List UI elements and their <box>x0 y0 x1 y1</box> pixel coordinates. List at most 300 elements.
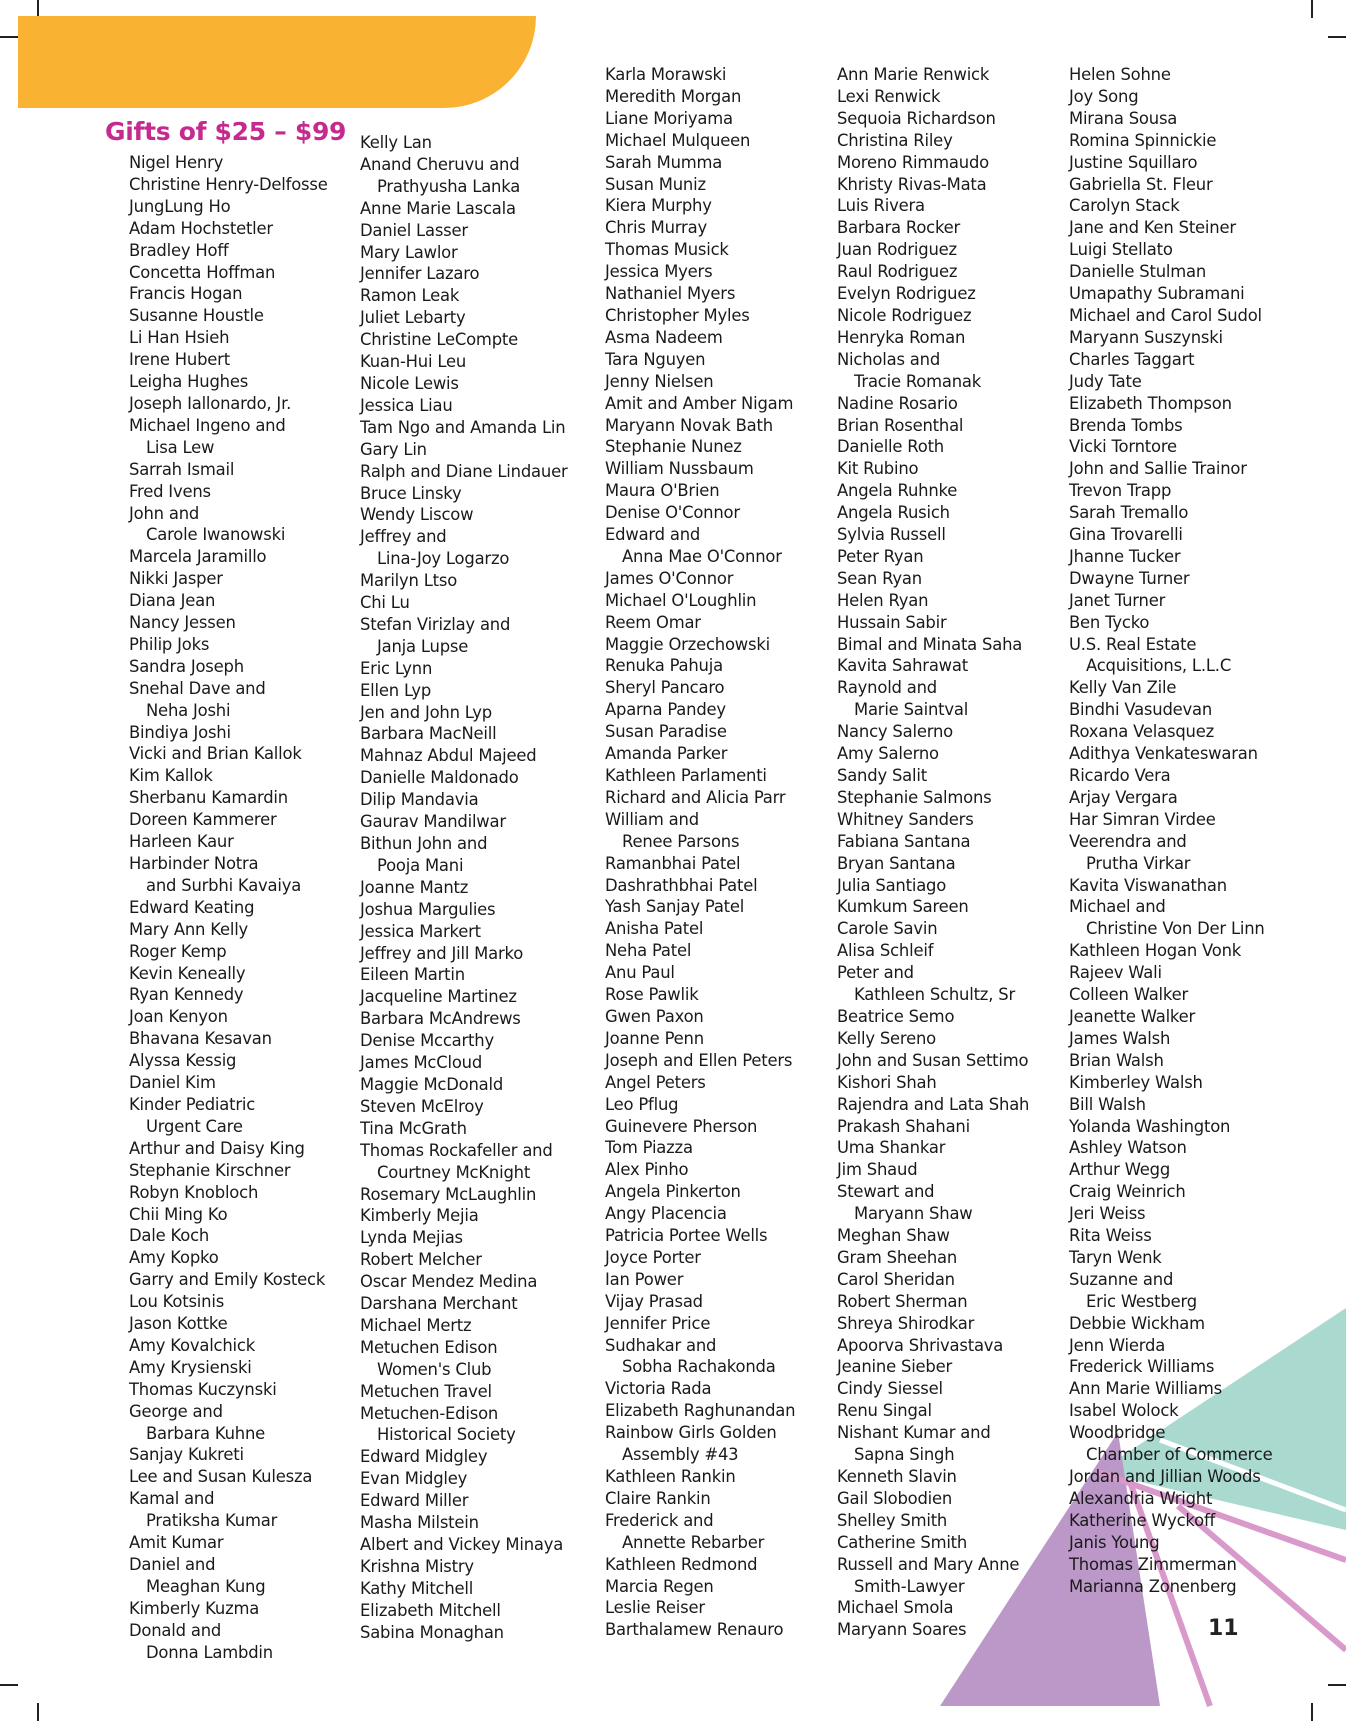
donor-name: Fred Ivens <box>129 481 211 501</box>
donor-name: Gaurav Mandilwar <box>360 812 506 832</box>
donor-name: Stephanie Salmons <box>837 787 992 807</box>
donor-name: Prakash Shahani <box>837 1116 970 1136</box>
donor-name: Doreen Kammerer <box>129 810 277 830</box>
donor-name: Ann Marie Renwick <box>837 65 990 84</box>
donor-name: Jennifer Lazaro <box>360 264 480 284</box>
donor-name-continuation: Meaghan Kung <box>146 1576 266 1596</box>
section-heading: Gifts of $25 – $99 <box>105 117 347 146</box>
donor-name: Sylvia Russell <box>837 525 946 545</box>
donor-name: Jeanine Sieber <box>837 1357 953 1377</box>
donor-name: Juliet Lebarty <box>360 308 466 328</box>
donor-name: Vijay Prasad <box>605 1291 703 1311</box>
donor-name: Angela Ruhnke <box>837 481 958 501</box>
donor-name: Rita Weiss <box>1069 1226 1152 1246</box>
donor-name-continuation: Women's Club <box>377 1359 492 1379</box>
donor-name-continuation: Barbara Kuhne <box>146 1423 266 1443</box>
donor-name: Ann Marie Williams <box>1069 1379 1222 1399</box>
donor-name: Elizabeth Raghunandan <box>605 1401 796 1421</box>
donor-name: Carol Sheridan <box>837 1269 955 1289</box>
donor-name: Chi Lu <box>360 593 410 613</box>
donor-name: Arthur and Daisy King <box>129 1138 305 1158</box>
donor-name-continuation: Historical Society <box>377 1425 516 1445</box>
donor-name: Nancy Jessen <box>129 613 236 633</box>
donor-name: Ben Tycko <box>1069 612 1150 632</box>
donor-name: Michael O'Loughlin <box>605 590 757 610</box>
donor-name: Sarah Mumma <box>605 152 723 172</box>
donor-name: Patricia Portee Wells <box>605 1226 768 1246</box>
donor-name: Barthalamew Renauro <box>605 1620 784 1640</box>
donor-name: Neha Patel <box>605 941 692 961</box>
donor-name: Ryan Kennedy <box>129 985 244 1005</box>
donor-name: Lexi Renwick <box>837 86 941 106</box>
donor-name: Evan Midgley <box>360 1469 468 1489</box>
donor-name: Rainbow Girls Golden <box>605 1423 777 1443</box>
donor-name-continuation: Renee Parsons <box>622 831 740 851</box>
donor-name: Kelly Lan <box>360 133 432 152</box>
donor-name: Jane and Ken Steiner <box>1069 218 1236 238</box>
donor-name: Bryan Santana <box>837 853 956 873</box>
donor-name: Kumkum Sareen <box>837 897 969 917</box>
donor-name: Joyce Porter <box>605 1247 701 1267</box>
donor-name: Danielle Maldonado <box>360 768 519 788</box>
donor-name: Stephanie Nunez <box>605 437 742 457</box>
donor-name-continuation: Lisa Lew <box>146 437 215 457</box>
donor-name: Yash Sanjay Patel <box>605 897 745 917</box>
donor-name-continuation: Tracie Romanak <box>854 371 982 391</box>
donor-name: Suzanne and <box>1069 1269 1174 1289</box>
donor-name: Luis Rivera <box>837 196 925 216</box>
donor-name: Leo Pflug <box>605 1094 679 1114</box>
donor-name: Sherbanu Kamardin <box>129 788 288 808</box>
donor-name: Nicole Lewis <box>360 373 459 393</box>
donor-name: Eileen Martin <box>360 965 465 985</box>
donor-name: Ian Power <box>605 1269 684 1289</box>
donor-name: Russell and Mary Anne <box>837 1554 1020 1574</box>
donor-name: Gwen Paxon <box>605 1006 704 1026</box>
donor-name: Leigha Hughes <box>129 372 249 392</box>
donor-name: Kamal and <box>129 1489 215 1509</box>
donor-name: Irene Hubert <box>129 350 230 370</box>
donor-name: Aparna Pandey <box>605 700 726 720</box>
donor-name: Maryann Novak Bath <box>605 415 773 435</box>
donor-name: Janis Young <box>1069 1532 1160 1552</box>
donor-name: Steven McElroy <box>360 1096 484 1116</box>
donor-name: Yolanda Washington <box>1069 1116 1231 1136</box>
donor-name: Jason Kottke <box>129 1314 228 1334</box>
donor-name: Cindy Siessel <box>837 1379 943 1399</box>
donor-name: Gabriella St. Fleur <box>1069 174 1213 194</box>
donor-name: Philip Joks <box>129 634 210 654</box>
donor-name: Joanne Penn <box>605 1028 704 1048</box>
donor-name: Susanne Houstle <box>129 306 264 326</box>
donor-name: Kathleen Parlamenti <box>605 766 767 785</box>
donor-name: Amit Kumar <box>129 1533 224 1553</box>
donor-name-continuation: Annette Rebarber <box>622 1532 765 1552</box>
donor-name: Masha Milstein <box>360 1513 479 1533</box>
donor-name: Leslie Reiser <box>605 1598 705 1618</box>
donor-name-continuation: and Surbhi Kavaiya <box>146 875 302 895</box>
donor-name: U.S. Real Estate <box>1069 634 1197 654</box>
donor-name: Joy Song <box>1069 86 1139 106</box>
donor-name: Angela Pinkerton <box>605 1182 741 1202</box>
donor-name: Denise Mccarthy <box>360 1031 494 1051</box>
donor-name: Amit and Amber Nigam <box>605 393 794 413</box>
donor-name: Bradley Hoff <box>129 240 229 260</box>
donor-name: Nicole Rodriguez <box>837 305 972 325</box>
donor-name: Peter and <box>837 963 914 983</box>
donor-name: Harleen Kaur <box>129 832 234 852</box>
donor-name: Nicholas and <box>837 349 941 369</box>
donor-name: Edward Midgley <box>360 1447 488 1467</box>
donor-name: Robert Sherman <box>837 1291 968 1311</box>
donor-name: Harbinder Notra <box>129 854 259 873</box>
donor-name-continuation: Smith-Lawyer <box>854 1576 965 1596</box>
donor-name: Stephanie Kirschner <box>129 1160 291 1180</box>
donor-name: Danielle Roth <box>837 437 944 457</box>
donor-name: Wendy Liscow <box>360 505 474 525</box>
donor-name: Bimal and Minata Saha <box>837 634 1023 654</box>
donor-name-continuation: Janja Lupse <box>377 636 469 656</box>
donor-name: Vicki Torntore <box>1069 437 1177 457</box>
donor-name: Victoria Rada <box>605 1379 712 1399</box>
donor-name: Reem Omar <box>605 612 701 632</box>
donor-name: Christina Riley <box>837 130 953 150</box>
donor-name: Adam Hochstetler <box>129 218 273 238</box>
donor-name: Amy Krysienski <box>129 1357 252 1377</box>
donor-name: Alexandria Wright <box>1069 1488 1213 1508</box>
donor-name: Angy Placencia <box>605 1204 727 1224</box>
donor-name: Rosemary McLaughlin <box>360 1184 537 1204</box>
donor-name-continuation: Anna Mae O'Connor <box>622 546 782 566</box>
donor-name: Kathleen Hogan Vonk <box>1069 941 1242 961</box>
donor-name: Jordan and Jillian Woods <box>1069 1467 1261 1486</box>
donor-name: Gram Sheehan <box>837 1247 958 1267</box>
donor-name: Roxana Velasquez <box>1069 722 1215 742</box>
donor-name: Maura O'Brien <box>605 481 720 501</box>
donor-name: Kathy Mitchell <box>360 1578 474 1598</box>
page-number: 11 <box>1208 1616 1239 1641</box>
donor-name: Robert Melcher <box>360 1250 482 1270</box>
donor-name: Helen Ryan <box>837 590 929 610</box>
donor-name: Nancy Salerno <box>837 722 953 742</box>
donor-name: Francis Hogan <box>129 284 243 304</box>
donor-name: Helen Sohne <box>1069 65 1171 84</box>
donor-name: Trevon Trapp <box>1069 481 1172 501</box>
donor-name: Ellen Lyp <box>360 680 432 700</box>
donor-name: Nishant Kumar and <box>837 1423 991 1443</box>
donor-name: Fabiana Santana <box>837 831 971 851</box>
donor-name: Moreno Rimmaudo <box>837 152 989 172</box>
donor-name: Elizabeth Thompson <box>1069 393 1232 413</box>
donor-name-continuation: Assembly #43 <box>622 1445 739 1465</box>
donor-name: Ricardo Vera <box>1069 766 1171 785</box>
donor-name: Thomas Kuczynski <box>129 1379 277 1399</box>
donor-name: Guinevere Pherson <box>605 1116 758 1136</box>
donor-name: Maggie Orzechowski <box>605 634 770 654</box>
orange-banner <box>18 16 536 108</box>
donor-name: Jessica Markert <box>360 921 481 941</box>
donor-name: William and <box>605 809 699 829</box>
donor-name: Jeffrey and <box>360 527 447 547</box>
donor-name: Veerendra and <box>1069 831 1187 851</box>
donor-name: Kimberly Kuzma <box>129 1598 260 1618</box>
donor-name: Catherine Smith <box>837 1532 968 1552</box>
donor-name: Bindiya Joshi <box>129 722 231 742</box>
donor-name: Albert and Vickey Minaya <box>360 1535 564 1554</box>
donor-name: Donald and <box>129 1620 222 1640</box>
donor-name: Kelly Sereno <box>837 1028 937 1048</box>
donor-name: Chris Murray <box>605 218 707 238</box>
donor-name: John and Susan Settimo <box>837 1050 1029 1070</box>
donor-name: Maryann Soares <box>837 1620 967 1640</box>
donor-name: Danielle Stulman <box>1069 262 1207 282</box>
donor-name: Alyssa Kessig <box>129 1051 237 1071</box>
donor-name: Michael Mertz <box>360 1315 472 1335</box>
donor-name: Sanjay Kukreti <box>129 1445 244 1465</box>
donor-name: Denise O'Connor <box>605 503 740 523</box>
donor-name: Brian Rosenthal <box>837 415 964 435</box>
donor-name: Marilyn Ltso <box>360 571 458 591</box>
donor-name: Christopher Myles <box>605 305 750 325</box>
donor-name: Alex Pinho <box>605 1160 689 1180</box>
donor-name: Vicki and Brian Kallok <box>129 744 302 764</box>
donor-name: Chii Ming Ko <box>129 1204 228 1224</box>
donor-name: James O'Connor <box>605 568 734 588</box>
donor-name: Edward Keating <box>129 897 255 917</box>
donor-name: Henryka Roman <box>837 327 966 347</box>
donor-name: Marianna Zonenberg <box>1069 1576 1237 1596</box>
donor-name: Sarah Tremallo <box>1069 503 1189 523</box>
donor-name: Sudhakar and <box>605 1335 717 1355</box>
donor-name: Evelyn Rodriguez <box>837 284 976 304</box>
donor-name-continuation: Sapna Singh <box>854 1445 955 1465</box>
donor-name: Bindhi Vasudevan <box>1069 700 1213 720</box>
donor-name: Thomas Zimmerman <box>1069 1554 1237 1574</box>
donor-column-4 <box>837 64 1029 1641</box>
donor-name: Bill Walsh <box>1069 1094 1146 1114</box>
donor-name-continuation: Sobha Rachakonda <box>622 1357 776 1377</box>
donor-name: Ramon Leak <box>360 286 460 306</box>
donor-name: Roger Kemp <box>129 941 227 961</box>
donor-name: Katherine Wyckoff <box>1069 1510 1216 1530</box>
donor-name: Anand Cheruvu and <box>360 154 520 174</box>
donor-name: Anu Paul <box>605 963 675 983</box>
donor-name: Umapathy Subramani <box>1069 284 1245 304</box>
donor-name: Judy Tate <box>1069 371 1142 391</box>
donor-name: Nadine Rosario <box>837 393 958 413</box>
donor-name-continuation: Carole Iwanowski <box>146 525 286 545</box>
donor-name: Edward Miller <box>360 1491 469 1511</box>
donor-name: Kenneth Slavin <box>837 1467 957 1486</box>
donor-name: Bithun John and <box>360 834 488 853</box>
donor-name: Sandy Salit <box>837 766 927 785</box>
donor-name: Ramanbhai Patel <box>605 853 741 873</box>
donor-name-continuation: Prutha Virkar <box>1086 853 1191 873</box>
donor-name: Asma Nadeem <box>605 327 723 347</box>
donor-name: Tom Piazza <box>605 1138 693 1158</box>
donor-name: Joan Kenyon <box>129 1007 228 1027</box>
donor-name-continuation: Donna Lambdin <box>146 1642 273 1662</box>
donor-name: Gina Trovarelli <box>1069 525 1183 545</box>
donor-name-continuation: Prathyusha Lanka <box>377 176 521 196</box>
donor-name: Li Han Hsieh <box>129 328 230 348</box>
donor-name: Colleen Walker <box>1069 985 1189 1005</box>
donor-name: Michael Ingeno and <box>129 415 286 435</box>
donor-name: Mirana Sousa <box>1069 108 1178 128</box>
donor-name: Khristy Rivas-Mata <box>837 174 987 194</box>
donor-name: Kinder Pediatric <box>129 1094 256 1114</box>
donor-name: Jeffrey and Jill Marko <box>360 943 524 963</box>
donor-name: Daniel Kim <box>129 1073 216 1093</box>
donor-name: Dilip Mandavia <box>360 790 479 810</box>
donor-name: Metuchen-Edison <box>360 1403 499 1423</box>
donor-name: Rajendra and Lata Shah <box>837 1094 1030 1114</box>
donor-name: Taryn Wenk <box>1069 1247 1162 1267</box>
donor-name: Dashrathbhai Patel <box>605 875 758 895</box>
donor-name: Julia Santiago <box>837 875 947 895</box>
donor-name: Sarrah Ismail <box>129 459 235 479</box>
donor-name: Snehal Dave and <box>129 678 266 698</box>
donor-name: Arjay Vergara <box>1069 787 1178 807</box>
donor-name: Jhanne Tucker <box>1069 546 1181 566</box>
donor-name: Justine Squillaro <box>1069 152 1198 172</box>
donor-name: Sabina Monaghan <box>360 1622 504 1642</box>
donor-name: Amanda Parker <box>605 744 728 764</box>
donor-name: Nathaniel Myers <box>605 284 736 304</box>
donor-name: Dwayne Turner <box>1069 568 1190 588</box>
donor-name: Rajeev Wali <box>1069 963 1162 983</box>
donor-name: Bhavana Kesavan <box>129 1029 272 1049</box>
donor-name: Rose Pawlik <box>605 985 699 1005</box>
donor-column-5 <box>1069 64 1272 1597</box>
donor-name: Kit Rubino <box>837 459 919 479</box>
donor-name: Apoorva Shrivastava <box>837 1335 1004 1355</box>
donor-name: Maggie McDonald <box>360 1074 504 1094</box>
donor-name: Peter Ryan <box>837 546 924 566</box>
donor-name: Janet Turner <box>1069 590 1166 610</box>
donor-name: Maryann Suszynski <box>1069 327 1223 347</box>
donor-name: Angel Peters <box>605 1072 706 1092</box>
donor-name: Michael Mulqueen <box>605 130 751 150</box>
donor-name: JungLung Ho <box>129 196 231 216</box>
donor-name: Hussain Sabir <box>837 612 947 632</box>
donor-name: Joseph Iallonardo, Jr. <box>129 393 292 413</box>
donor-name-continuation: Maryann Shaw <box>854 1204 973 1224</box>
donor-name: Anisha Patel <box>605 919 704 939</box>
donor-name: Angela Rusich <box>837 503 950 523</box>
donor-name: Barbara Rocker <box>837 218 961 238</box>
donor-name-continuation: Chamber of Commerce <box>1086 1445 1273 1465</box>
donor-name: Barbara MacNeill <box>360 724 497 744</box>
donor-name: Susan Paradise <box>605 722 727 742</box>
donor-name: Whitney Sanders <box>837 809 974 829</box>
donor-name: Meghan Shaw <box>837 1226 950 1246</box>
donor-name: Debbie Wickham <box>1069 1313 1205 1333</box>
donor-name: Diana Jean <box>129 591 216 611</box>
donor-name: Kim Kallok <box>129 766 213 786</box>
donor-name: Dale Koch <box>129 1226 210 1246</box>
donor-name: Amy Kovalchick <box>129 1335 256 1355</box>
donor-name: Adithya Venkateswaran <box>1069 744 1258 764</box>
donor-name: Liane Moriyama <box>605 108 733 128</box>
donor-name: Jim Shaud <box>837 1160 918 1180</box>
donor-name: Jennifer Price <box>605 1313 711 1333</box>
donor-name: Bruce Linsky <box>360 483 462 503</box>
donor-name: Kuan-Hui Leu <box>360 352 467 372</box>
donor-name: Carolyn Stack <box>1069 196 1180 216</box>
donor-name: Ralph and Diane Lindauer <box>360 461 568 481</box>
donor-name: Claire Rankin <box>605 1488 711 1508</box>
donor-name: Kimberley Walsh <box>1069 1072 1203 1092</box>
donor-name-continuation: Urgent Care <box>146 1116 243 1136</box>
donor-name: Sean Ryan <box>837 568 922 588</box>
donor-name: Tina McGrath <box>360 1118 467 1138</box>
donor-name: Raynold and <box>837 678 937 698</box>
donor-name: Alisa Schleif <box>837 941 934 961</box>
donor-name: Lynda Mejias <box>360 1228 463 1248</box>
donor-name: Juan Rodriguez <box>837 240 957 260</box>
donor-name: Amy Salerno <box>837 744 939 764</box>
donor-name-continuation: Acquisitions, L.L.C <box>1086 656 1232 676</box>
donor-name: Sheryl Pancaro <box>605 678 725 698</box>
donor-name: Marcia Regen <box>605 1576 714 1596</box>
donor-name: Kathleen Rankin <box>605 1467 736 1486</box>
donor-name-continuation: Eric Westberg <box>1086 1291 1197 1311</box>
donor-name: Daniel Lasser <box>360 220 468 240</box>
donor-name: Oscar Mendez Medina <box>360 1272 538 1292</box>
donor-name: Arthur Wegg <box>1069 1160 1171 1180</box>
donor-name-continuation: Courtney McKnight <box>377 1162 531 1182</box>
donor-name: Michael Smola <box>837 1598 954 1618</box>
donor-name: Gary Lin <box>360 439 427 459</box>
donor-name: Stewart and <box>837 1182 935 1202</box>
donor-name: Frederick and <box>605 1510 714 1530</box>
donor-name: Renuka Pahuja <box>605 656 723 676</box>
donor-name: Kavita Sahrawat <box>837 656 968 676</box>
donor-name: Meredith Morgan <box>605 86 742 106</box>
donor-name: Frederick Williams <box>1069 1357 1215 1377</box>
donor-name: Kevin Keneally <box>129 963 246 983</box>
donor-name: Elizabeth Mitchell <box>360 1600 501 1620</box>
donor-name: Raul Rodriguez <box>837 262 958 282</box>
donor-name: Lee and Susan Kulesza <box>129 1467 313 1487</box>
donor-name: Edward and <box>605 525 701 545</box>
donor-name: Brenda Tombs <box>1069 415 1183 435</box>
donor-name-continuation: Lina-Joy Logarzo <box>377 549 510 569</box>
donor-name: George and <box>129 1401 223 1421</box>
donor-name-continuation: Neha Joshi <box>146 700 231 720</box>
donor-column-1 <box>129 152 328 1664</box>
donor-name: Luigi Stellato <box>1069 240 1173 260</box>
donor-name: Shreya Shirodkar <box>837 1313 975 1333</box>
donor-name: Michael and <box>1069 897 1166 917</box>
donor-name: Tara Nguyen <box>605 349 706 369</box>
donor-name: Robyn Knobloch <box>129 1182 259 1202</box>
donor-name: Anne Marie Lascala <box>360 198 516 218</box>
donor-name: Marcela Jaramillo <box>129 547 267 567</box>
donor-name: Jeri Weiss <box>1069 1204 1146 1224</box>
donor-name: Har Simran Virdee <box>1069 809 1216 829</box>
donor-name: Tam Ngo and Amanda Lin <box>360 417 566 437</box>
donor-name: Mary Lawlor <box>360 242 458 262</box>
donor-name: William Nussbaum <box>605 459 754 479</box>
donor-name: Amy Kopko <box>129 1248 219 1268</box>
donor-name: Jessica Myers <box>605 262 713 282</box>
donor-name: Shelley Smith <box>837 1510 948 1530</box>
donor-name: Barbara McAndrews <box>360 1009 521 1029</box>
donor-name: Christine LeCompte <box>360 330 519 350</box>
donor-name: Mahnaz Abdul Majeed <box>360 746 537 766</box>
